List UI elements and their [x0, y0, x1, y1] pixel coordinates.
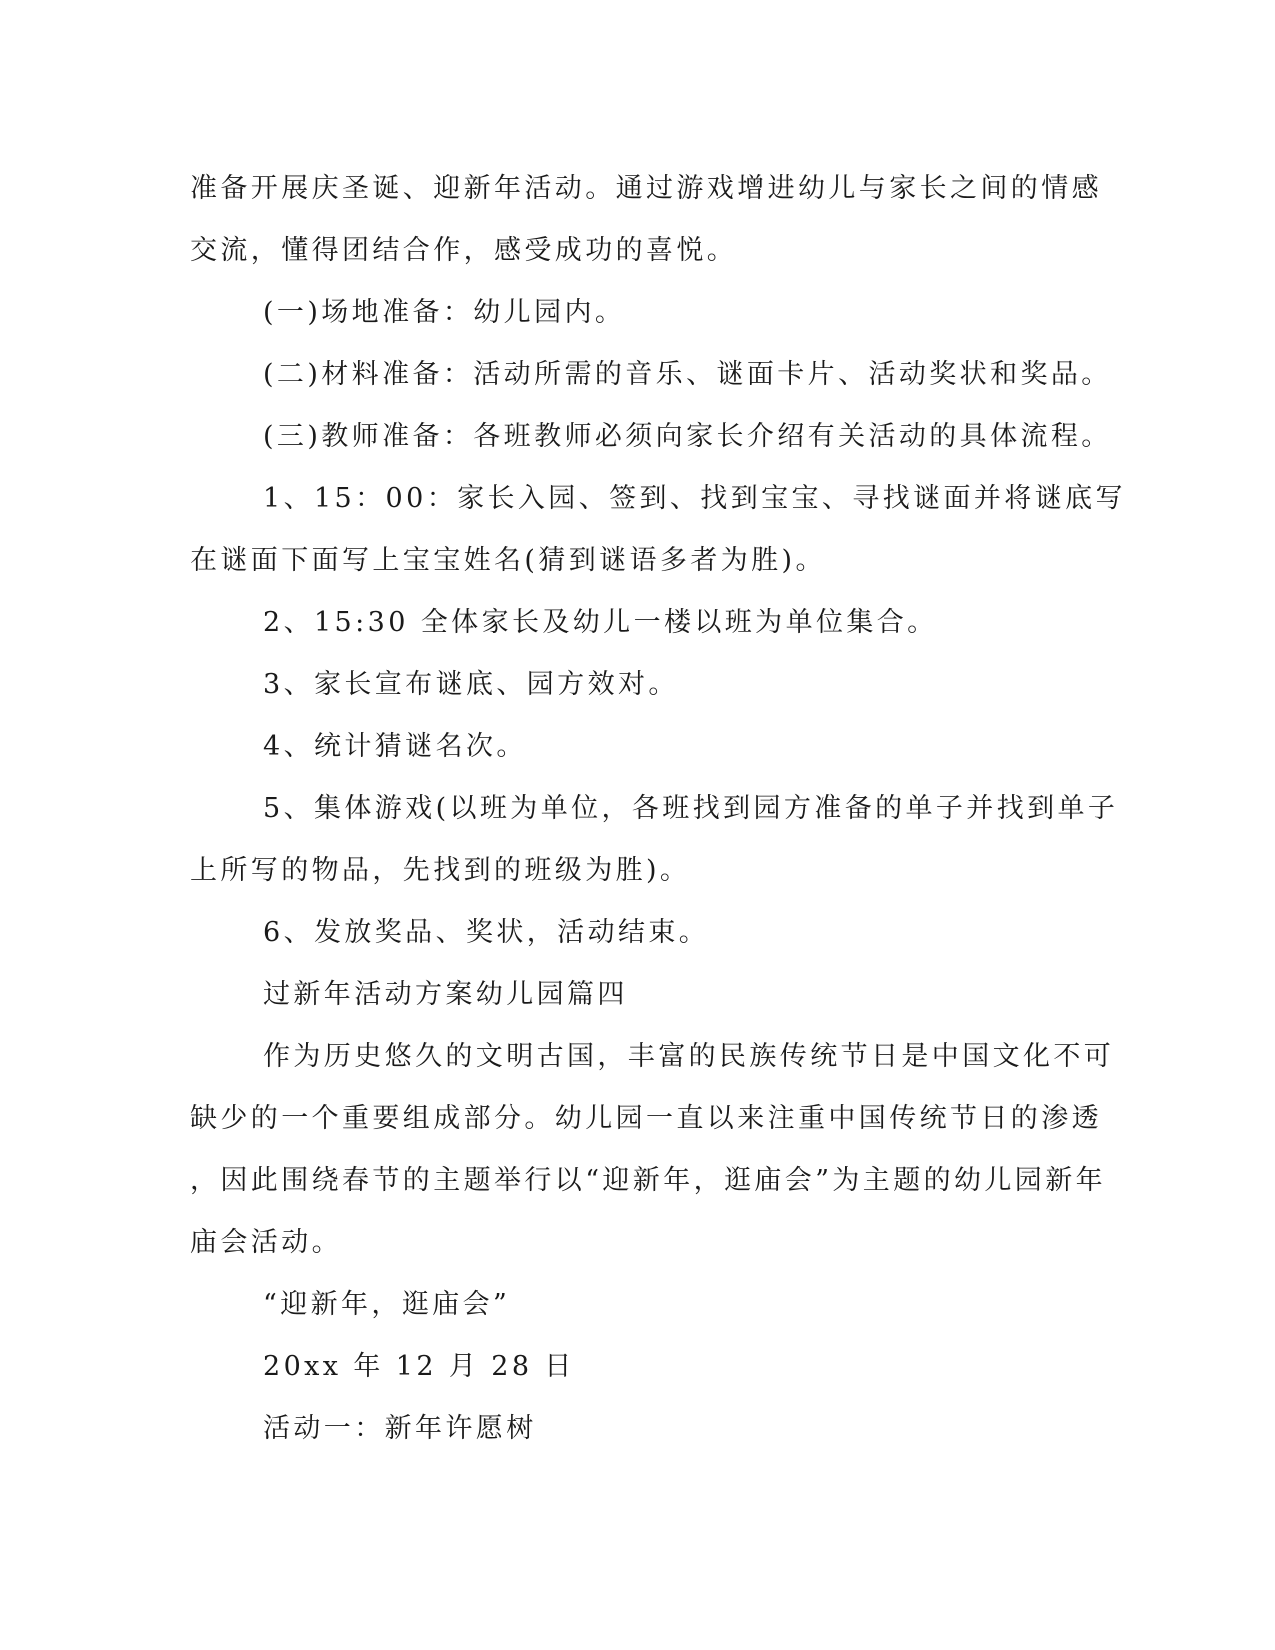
text-line: 活动一：新年许愿树 — [263, 1413, 537, 1444]
text-line: 缺少的一个重要组成部分。幼儿园一直以来注重中国传统节日的渗透 — [190, 1103, 1102, 1134]
text-line: 交流，懂得团结合作，感受成功的喜悦。 — [190, 235, 738, 266]
paragraph-step-5 — [190, 778, 1119, 902]
text-line: 6、发放奖品、奖状，活动结束。 — [263, 917, 710, 948]
section-heading — [190, 964, 1090, 1026]
paragraph-background — [190, 1026, 1115, 1274]
text-line: 在谜面下面写上宝宝姓名(猜到谜语多者为胜)。 — [190, 545, 826, 576]
text-line: 4、统计猜谜名次。 — [263, 731, 527, 762]
paragraph-step-2 — [190, 592, 1090, 654]
text-line: 上所写的物品，先找到的班级为胜)。 — [190, 855, 691, 886]
text-line: 1、15：00：家长入园、签到、找到宝宝、寻找谜面并将谜底写 — [263, 483, 1126, 514]
paragraph-material-prep — [190, 344, 1112, 406]
text-line: 庙会活动。 — [190, 1227, 342, 1258]
paragraph-teacher-prep — [190, 406, 1112, 468]
text-line: ，因此围绕春节的主题举行以“迎新年，逛庙会”为主题的幼儿园新年 — [190, 1165, 1107, 1196]
paragraph-theme — [190, 1274, 1090, 1336]
paragraph-step-4 — [190, 716, 1090, 778]
paragraph-date — [190, 1336, 1090, 1398]
paragraph-step-3 — [190, 654, 1090, 716]
text-line: 5、集体游戏(以班为单位，各班找到园方准备的单子并找到单子 — [263, 793, 1119, 824]
text-line: 准备开展庆圣诞、迎新年活动。通过游戏增进幼儿与家长之间的情感 — [190, 173, 1102, 204]
text-line: 过新年活动方案幼儿园篇四 — [263, 979, 628, 1010]
text-line: (三)教师准备：各班教师必须向家长介绍有关活动的具体流程。 — [263, 421, 1112, 452]
paragraph-step-6 — [190, 902, 1090, 964]
document-body — [190, 158, 1126, 1460]
text-line: 3、家长宣布谜底、园方效对。 — [263, 669, 679, 700]
paragraph-activity-1 — [190, 1398, 1090, 1460]
paragraph-intro — [190, 158, 1102, 282]
text-line: (二)材料准备：活动所需的音乐、谜面卡片、活动奖状和奖品。 — [263, 359, 1112, 390]
paragraph-venue-prep — [190, 282, 1090, 344]
paragraph-step-1 — [190, 468, 1126, 592]
text-line: 20xx 年 12 月 28 日 — [263, 1351, 575, 1382]
text-line: 作为历史悠久的文明古国，丰富的民族传统节日是中国文化不可 — [263, 1041, 1115, 1072]
text-line: “迎新年，逛庙会” — [263, 1289, 511, 1320]
text-line: (一)场地准备：幼儿园内。 — [263, 297, 626, 328]
text-line: 2、15:30 全体家长及幼儿一楼以班为单位集合。 — [263, 607, 938, 638]
